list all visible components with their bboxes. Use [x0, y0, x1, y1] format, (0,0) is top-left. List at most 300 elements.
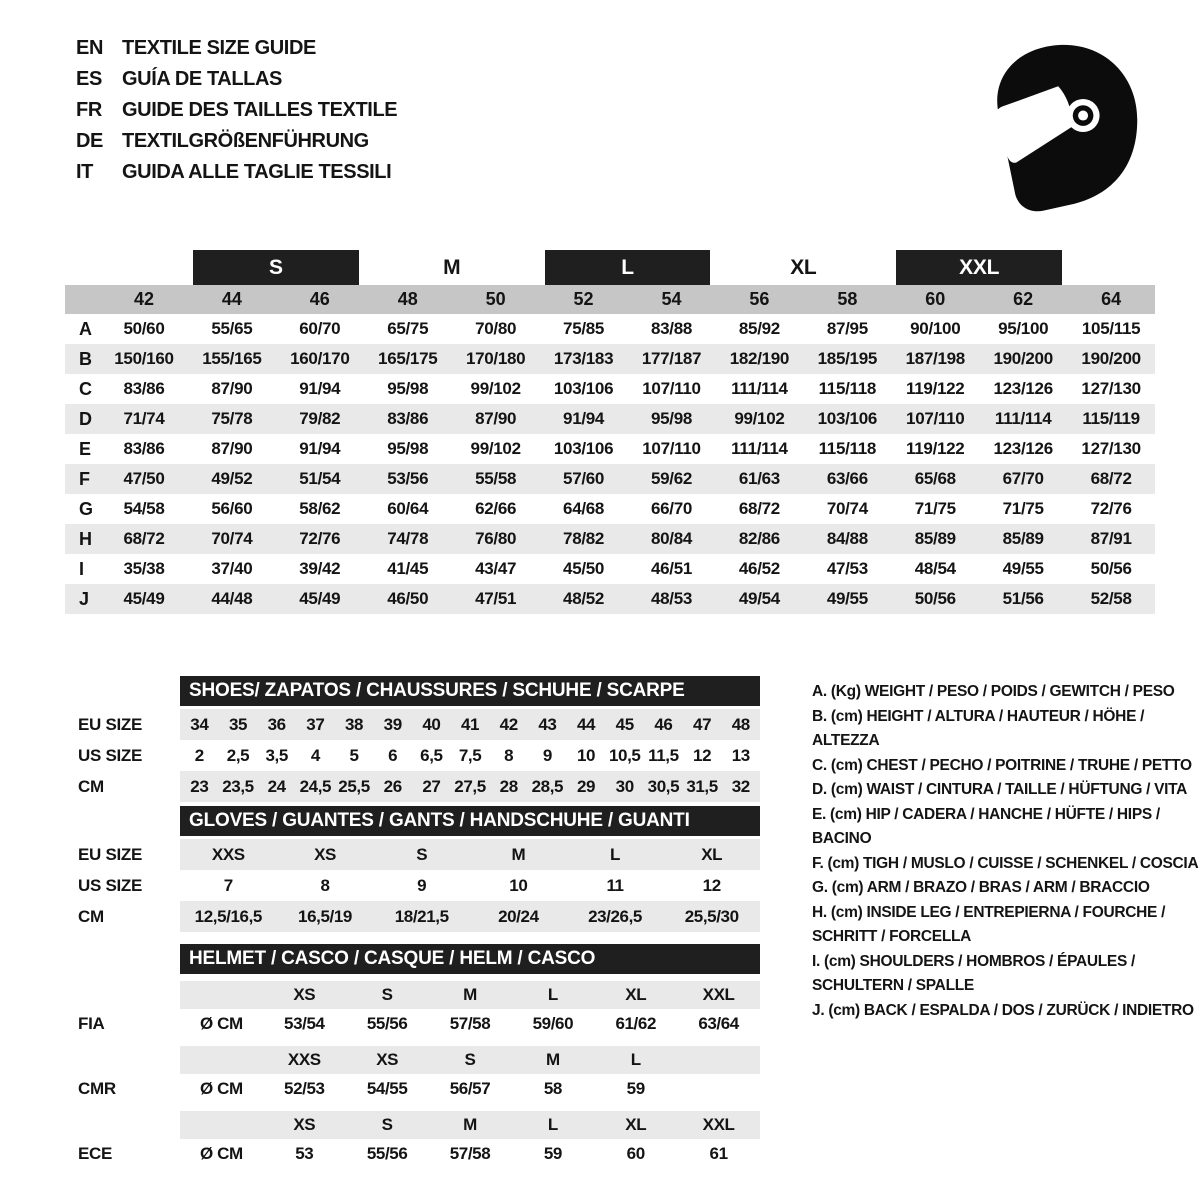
size-value-cell: 53/56 [387, 469, 429, 488]
helmet-value-cell: 59/60 [532, 1014, 574, 1033]
size-value-cell: 54/58 [123, 499, 165, 518]
size-value-cell: 47/51 [475, 589, 517, 608]
value-cell: 25,5/30 [684, 906, 739, 926]
value-cell: 41 [460, 714, 480, 734]
measurement-legend [812, 680, 1200, 1023]
helmet-value-cell: 63/64 [698, 1014, 739, 1033]
size-value-cell: 50/56 [1090, 559, 1132, 578]
row-values [180, 1046, 760, 1074]
size-value-cell: 115/118 [818, 439, 877, 458]
size-value-cell: 105/115 [1081, 319, 1141, 338]
numeric-size-cell: 44 [221, 289, 242, 309]
size-value-cell: 85/89 [914, 529, 956, 548]
row-letter: D [79, 408, 92, 429]
size-value-cell: 185/195 [817, 349, 878, 368]
size-value-cell: 182/190 [729, 349, 790, 368]
language-row [76, 33, 397, 64]
size-value-cell: 43/47 [475, 559, 517, 578]
size-value-cell: 115/119 [1082, 409, 1140, 428]
shoes-table-title: SHOES/ ZAPATOS / CHAUSSURES / SCHUHE / SCARPE [180, 676, 760, 706]
size-value-cell: 95/98 [387, 439, 429, 458]
size-value-cell: 37/40 [211, 559, 253, 578]
size-value-cell: 190/200 [1081, 349, 1141, 368]
size-group-m: M [443, 255, 461, 279]
value-cell: 23 [190, 776, 209, 796]
size-value-cell: 127/130 [1081, 439, 1141, 458]
size-value-cell: 150/160 [114, 349, 174, 368]
size-value-cell: 48/52 [563, 589, 605, 608]
value-cell: 38 [344, 714, 364, 734]
measurement-row [65, 404, 1155, 434]
value-cell: L [610, 844, 621, 864]
shoes-row [65, 740, 760, 771]
size-value-cell: 91/94 [299, 439, 341, 458]
value-cell: S [416, 844, 428, 864]
helmet-value-cell: 52/53 [284, 1079, 325, 1098]
language-code: DE [76, 130, 103, 152]
size-group-header [65, 250, 1155, 285]
size-value-cell: 127/130 [1081, 379, 1141, 398]
value-cell: 24 [267, 776, 286, 796]
helmet-size-cell: M [545, 1050, 560, 1069]
legend-item: C. (cm) CHEST / PECHO / POITRINE / TRUHE / PETTO [812, 756, 1192, 774]
legend-item: A. (Kg) WEIGHT / PESO / POIDS / GEWITCH / PESO [812, 683, 1175, 700]
numeric-size-cell: 58 [837, 289, 858, 309]
size-value-cell: 85/92 [738, 319, 780, 338]
helmet-value-cell: 53/54 [284, 1014, 325, 1033]
size-value-cell: 47/50 [123, 469, 165, 488]
size-value-cell: 87/90 [211, 379, 253, 398]
row-values [180, 709, 760, 740]
size-value-cell: 70/74 [211, 529, 253, 548]
row-label [65, 981, 180, 1009]
value-cell: 4 [310, 745, 320, 765]
size-value-cell: 111/114 [731, 379, 788, 398]
legend-item: I. (cm) SHOULDERS / HOMBROS / ÉPAULES / SCHULTERN / SPALLE [812, 952, 1136, 994]
value-cell: 11 [606, 875, 624, 895]
size-value-cell: 65/68 [914, 469, 956, 488]
helmet-size-cell: M [463, 1115, 477, 1134]
size-value-cell: 44/48 [211, 589, 253, 608]
size-value-cell: 187/198 [905, 349, 965, 368]
size-value-cell: 103/106 [553, 379, 614, 398]
helmet-value-cell: 58 [543, 1079, 562, 1098]
size-value-cell: 87/90 [475, 409, 517, 428]
value-cell: 12,5/16,5 [194, 906, 262, 926]
size-value-cell: 65/75 [387, 319, 429, 338]
value-cell: 7 [223, 875, 233, 895]
size-value-cell: 170/180 [465, 349, 526, 368]
gloves-rows [65, 839, 760, 932]
language-title: TEXTILGRÖßENFÜHRUNG [122, 130, 369, 152]
row-values [180, 771, 760, 802]
helmet-size-cell: XS [293, 985, 316, 1004]
size-value-cell: 72/76 [1090, 499, 1132, 518]
helmet-size-cell [677, 1046, 760, 1074]
racing-helmet-icon [973, 36, 1145, 214]
size-value-cell: 123/126 [993, 379, 1053, 398]
row-values [180, 740, 760, 771]
legend-item: B. (cm) HEIGHT / ALTURA / HAUTEUR / HÖHE / ALTEZZA [812, 707, 1145, 749]
size-value-cell: 46/52 [738, 559, 780, 578]
gloves-row [65, 839, 760, 870]
size-value-cell: 70/80 [475, 319, 517, 338]
row-values [180, 1139, 760, 1169]
numeric-size-cell: 60 [925, 289, 946, 309]
helmet-size-cell: L [547, 1115, 558, 1134]
measurement-row [65, 374, 1155, 404]
value-cell: 6 [388, 745, 398, 765]
helmet-value-cell: 56/57 [449, 1079, 491, 1098]
unit-cell: Ø CM [200, 1014, 243, 1033]
value-cell: XS [314, 844, 336, 864]
helmet-value-cell [677, 1074, 760, 1104]
helmet-size-cell: XXL [702, 1115, 735, 1134]
size-value-cell: 83/88 [650, 319, 693, 338]
size-value-cell: 39/42 [299, 559, 341, 578]
value-cell: 20/24 [498, 906, 539, 926]
value-cell: 10 [577, 745, 596, 765]
numeric-size-cell: 52 [573, 289, 594, 309]
size-value-cell: 123/126 [993, 439, 1053, 458]
language-row [76, 126, 397, 157]
size-value-cell: 90/100 [910, 319, 961, 338]
size-col-42-spacer [100, 250, 188, 285]
row-letter: H [79, 528, 92, 549]
value-cell: 35 [228, 714, 248, 734]
size-value-cell: 115/118 [818, 379, 877, 398]
helmet-standard-block-cmr [65, 1046, 760, 1104]
value-cell: 48 [731, 714, 750, 734]
size-value-cell: 64/68 [563, 499, 605, 518]
value-cell: 5 [349, 745, 359, 765]
gloves-table-title: GLOVES / GUANTES / GANTS / HANDSCHUHE / GUANTI [180, 806, 760, 836]
language-title: GUIDA ALLE TAGLIE TESSILI [122, 161, 392, 183]
size-value-cell: 59/62 [650, 469, 693, 488]
value-cell: 11,5 [648, 745, 679, 765]
size-value-cell: 165/175 [378, 349, 438, 368]
measurement-rows [65, 314, 1155, 614]
helmet-values-row [65, 1139, 760, 1169]
size-value-cell: 87/95 [826, 319, 868, 338]
size-value-cell: 51/54 [299, 469, 341, 488]
row-label: US SIZE [78, 745, 143, 765]
value-cell: 32 [731, 776, 750, 796]
helmet-sizes-row [65, 981, 760, 1009]
value-cell: 6,5 [420, 745, 443, 765]
helmet-value-cell: 53 [295, 1144, 314, 1163]
value-cell: 10,5 [608, 745, 641, 765]
size-value-cell: 55/65 [211, 319, 253, 338]
size-value-cell: 52/58 [1090, 589, 1132, 608]
value-cell: 42 [499, 714, 518, 734]
value-cell: 31,5 [686, 776, 718, 796]
row-letter: F [79, 468, 90, 489]
row-values [180, 1111, 760, 1139]
size-value-cell: 56/60 [211, 499, 253, 518]
value-cell: 23,5 [222, 776, 254, 796]
size-value-cell: 75/78 [211, 409, 253, 428]
helmet-size-cell: M [463, 985, 477, 1004]
size-value-cell: 74/78 [387, 529, 429, 548]
unit-cell: Ø CM [200, 1144, 243, 1163]
gloves-row [65, 901, 760, 932]
size-value-cell: 107/110 [642, 439, 701, 458]
row-values [180, 901, 760, 932]
language-title: TEXTILE SIZE GUIDE [122, 37, 316, 59]
helmet-value-cell: 57/58 [449, 1014, 491, 1033]
helmet-size-cell: XL [625, 1115, 647, 1134]
size-value-cell: 60/70 [299, 319, 341, 338]
shoes-table [65, 676, 760, 802]
numeric-size-cell: 64 [1101, 289, 1122, 309]
size-box-s: S [193, 250, 359, 285]
language-code: EN [76, 37, 103, 59]
helmet-values-row [65, 1009, 760, 1039]
numeric-size-cell: 62 [1013, 289, 1034, 309]
helmet-value-cell: 54/55 [366, 1079, 408, 1098]
helmet-size-cell: S [464, 1050, 476, 1069]
size-value-cell: 83/86 [123, 439, 165, 458]
value-cell: 30 [615, 776, 634, 796]
numeric-size-band [65, 285, 1155, 314]
value-cell: 8 [504, 745, 514, 765]
size-value-cell: 48/54 [914, 559, 956, 578]
row-values [180, 981, 760, 1009]
value-cell: 12 [702, 875, 721, 895]
row-values [180, 839, 760, 870]
size-value-cell: 48/53 [650, 589, 693, 608]
size-value-cell: 68/72 [123, 529, 165, 548]
size-value-cell: 61/63 [738, 469, 780, 488]
numeric-size-cell: 54 [661, 289, 682, 309]
size-value-cell: 70/74 [826, 499, 868, 518]
size-value-cell: 103/106 [553, 439, 614, 458]
helmet-value-cell: 55/56 [366, 1014, 408, 1033]
value-cell: 36 [267, 714, 286, 734]
size-value-cell: 99/102 [470, 379, 521, 398]
size-value-cell: 76/80 [475, 529, 517, 548]
value-cell: 43 [538, 714, 557, 734]
legend-item: G. (cm) ARM / BRAZO / BRAS / ARM / BRACCIO [812, 879, 1150, 896]
unit-cell [180, 981, 263, 1009]
row-label: EU SIZE [78, 714, 143, 734]
helmet-standard-blocks [65, 981, 760, 1169]
size-value-cell: 49/52 [211, 469, 253, 488]
size-value-cell: 111/114 [731, 439, 788, 458]
helmet-size-cell: XXL [702, 985, 735, 1004]
value-cell: 44 [577, 714, 596, 734]
size-value-cell: 84/88 [826, 529, 868, 548]
value-cell: 30,5 [647, 776, 680, 796]
size-box-xxl: XXL [896, 250, 1062, 285]
helmet-value-cell: 61/62 [615, 1014, 656, 1033]
size-value-cell: 119/122 [906, 379, 965, 398]
value-cell: 2 [194, 745, 204, 765]
size-value-cell: 47/53 [826, 559, 868, 578]
helmet-size-cell: XS [293, 1115, 316, 1134]
measurement-row [65, 584, 1155, 614]
size-value-cell: 62/66 [475, 499, 517, 518]
helmet-size-cell: XL [625, 985, 647, 1004]
standard-label: CMR [78, 1079, 116, 1098]
legend-item: E. (cm) HIP / CADERA / HANCHE / HÜFTE / HIPS / BACINO [812, 805, 1160, 847]
size-col-64-spacer [1067, 250, 1155, 285]
standard-label: ECE [78, 1144, 113, 1163]
value-cell: XL [701, 844, 723, 864]
size-group-s [188, 250, 364, 285]
value-cell: XXS [211, 844, 245, 864]
value-cell: 23/26,5 [588, 906, 642, 926]
size-value-cell: 72/76 [299, 529, 341, 548]
helmet-value-cell: 60 [626, 1144, 645, 1163]
size-value-cell: 71/74 [123, 409, 165, 428]
value-cell: 16,5/19 [298, 906, 352, 926]
value-cell: 26 [383, 776, 402, 796]
main-size-table [65, 250, 1155, 614]
size-value-cell: 67/70 [1002, 469, 1044, 488]
row-values [180, 1074, 760, 1104]
size-value-cell: 55/58 [475, 469, 517, 488]
helmet-size-cell: S [381, 985, 393, 1004]
measurement-row [65, 434, 1155, 464]
size-value-cell: 75/85 [563, 319, 605, 338]
size-value-cell: 95/100 [998, 319, 1049, 338]
size-value-cell: 35/38 [123, 559, 165, 578]
numeric-size-cell: 42 [133, 289, 154, 309]
size-value-cell: 49/54 [738, 589, 780, 608]
size-value-cell: 79/82 [299, 409, 341, 428]
size-value-cell: 71/75 [914, 499, 956, 518]
row-label [65, 1046, 180, 1074]
gloves-row [65, 870, 760, 901]
gloves-table [65, 806, 760, 932]
size-value-cell: 95/98 [387, 379, 429, 398]
value-cell: 24,5 [299, 776, 332, 796]
size-value-cell: 50/56 [914, 589, 956, 608]
row-label: EU SIZE [78, 844, 143, 864]
helmet-size-cell: XS [376, 1050, 399, 1069]
size-value-cell: 80/84 [650, 529, 693, 548]
size-value-cell: 190/200 [993, 349, 1053, 368]
letter-column-spacer [65, 250, 100, 285]
size-value-cell: 107/110 [642, 379, 701, 398]
helmet-standard-block-fia [65, 981, 760, 1039]
size-value-cell: 111/114 [994, 409, 1052, 428]
shoes-row [65, 709, 760, 740]
helmet-value-cell: 59 [626, 1079, 645, 1098]
helmet-size-cell: S [381, 1115, 393, 1134]
value-cell: 39 [383, 714, 402, 734]
unit-cell [180, 1046, 263, 1074]
size-value-cell: 66/70 [650, 499, 693, 518]
row-letter: I [79, 558, 84, 579]
size-value-cell: 46/51 [650, 559, 693, 578]
value-cell: 34 [190, 714, 209, 734]
size-value-cell: 78/82 [563, 529, 605, 548]
language-code: IT [76, 161, 93, 183]
size-value-cell: 49/55 [1002, 559, 1044, 578]
helmet-value-cell: 55/56 [366, 1144, 408, 1163]
numeric-size-cell: 46 [309, 289, 330, 309]
helmet-table-title: HELMET / CASCO / CASQUE / HELM / CASCO [180, 944, 760, 974]
measurement-row [65, 494, 1155, 524]
size-value-cell: 45/50 [563, 559, 605, 578]
size-value-cell: 103/106 [817, 409, 878, 428]
row-letter: A [79, 318, 92, 339]
language-code: ES [76, 68, 102, 90]
language-row [76, 95, 397, 126]
row-values [180, 1009, 760, 1039]
size-value-cell: 82/86 [738, 529, 780, 548]
size-value-cell: 160/170 [290, 349, 350, 368]
size-value-cell: 87/90 [211, 439, 253, 458]
size-value-cell: 177/187 [641, 349, 702, 368]
size-value-cell: 60/64 [387, 499, 429, 518]
row-letter: E [79, 438, 91, 459]
size-value-cell: 50/60 [123, 319, 165, 338]
unit-cell [180, 1111, 263, 1139]
size-value-cell: 71/75 [1002, 499, 1044, 518]
measurement-row [65, 554, 1155, 584]
value-cell: 2,5 [226, 745, 250, 765]
size-group-xxl [891, 250, 1067, 285]
value-cell: M [511, 844, 526, 864]
size-group-l [540, 250, 716, 285]
size-value-cell: 91/94 [299, 379, 341, 398]
value-cell: 27 [422, 776, 441, 796]
size-value-cell: 119/122 [906, 439, 965, 458]
value-cell: 46 [654, 714, 673, 734]
size-value-cell: 107/110 [906, 409, 965, 428]
size-value-cell: 57/60 [563, 469, 605, 488]
value-cell: 12 [693, 745, 712, 765]
measurement-row [65, 464, 1155, 494]
value-cell: 28,5 [531, 776, 564, 796]
value-cell: 10 [509, 875, 528, 895]
size-value-cell: 87/91 [1090, 529, 1132, 548]
measurement-row [65, 314, 1155, 344]
value-cell: 9 [542, 745, 552, 765]
numeric-size-cell: 50 [485, 289, 506, 309]
size-value-cell: 83/86 [123, 379, 165, 398]
helmet-standard-block-ece [65, 1111, 760, 1169]
size-value-cell: 58/62 [299, 499, 341, 518]
size-group-xl: XL [790, 255, 817, 279]
size-value-cell: 83/86 [387, 409, 429, 428]
row-letter: G [79, 498, 93, 519]
size-value-cell: 85/89 [1002, 529, 1044, 548]
value-cell: 45 [615, 714, 634, 734]
value-cell: 27,5 [454, 776, 486, 796]
value-cell: 29 [577, 776, 596, 796]
value-cell: 37 [306, 714, 325, 734]
row-label: CM [78, 906, 104, 926]
value-cell: 40 [422, 714, 441, 734]
row-letter: J [79, 588, 89, 609]
size-value-cell: 45/49 [123, 589, 165, 608]
value-cell: 9 [417, 875, 427, 895]
size-value-cell: 51/56 [1002, 589, 1044, 608]
legend-item: D. (cm) WAIST / CINTURA / TAILLE / HÜFTUNG / VITA [812, 781, 1188, 798]
legend-item: F. (cm) TIGH / MUSLO / CUISSE / SCHENKEL / COSCIA [812, 854, 1199, 872]
value-cell: 18/21,5 [394, 906, 449, 926]
legend-item: J. (cm) BACK / ESPALDA / DOS / ZURÜCK / INDIETRO [812, 1001, 1194, 1019]
size-value-cell: 155/165 [202, 349, 262, 368]
value-cell: 47 [693, 714, 712, 734]
size-value-cell: 41/45 [387, 559, 429, 578]
numeric-size-cell: 56 [749, 289, 770, 309]
